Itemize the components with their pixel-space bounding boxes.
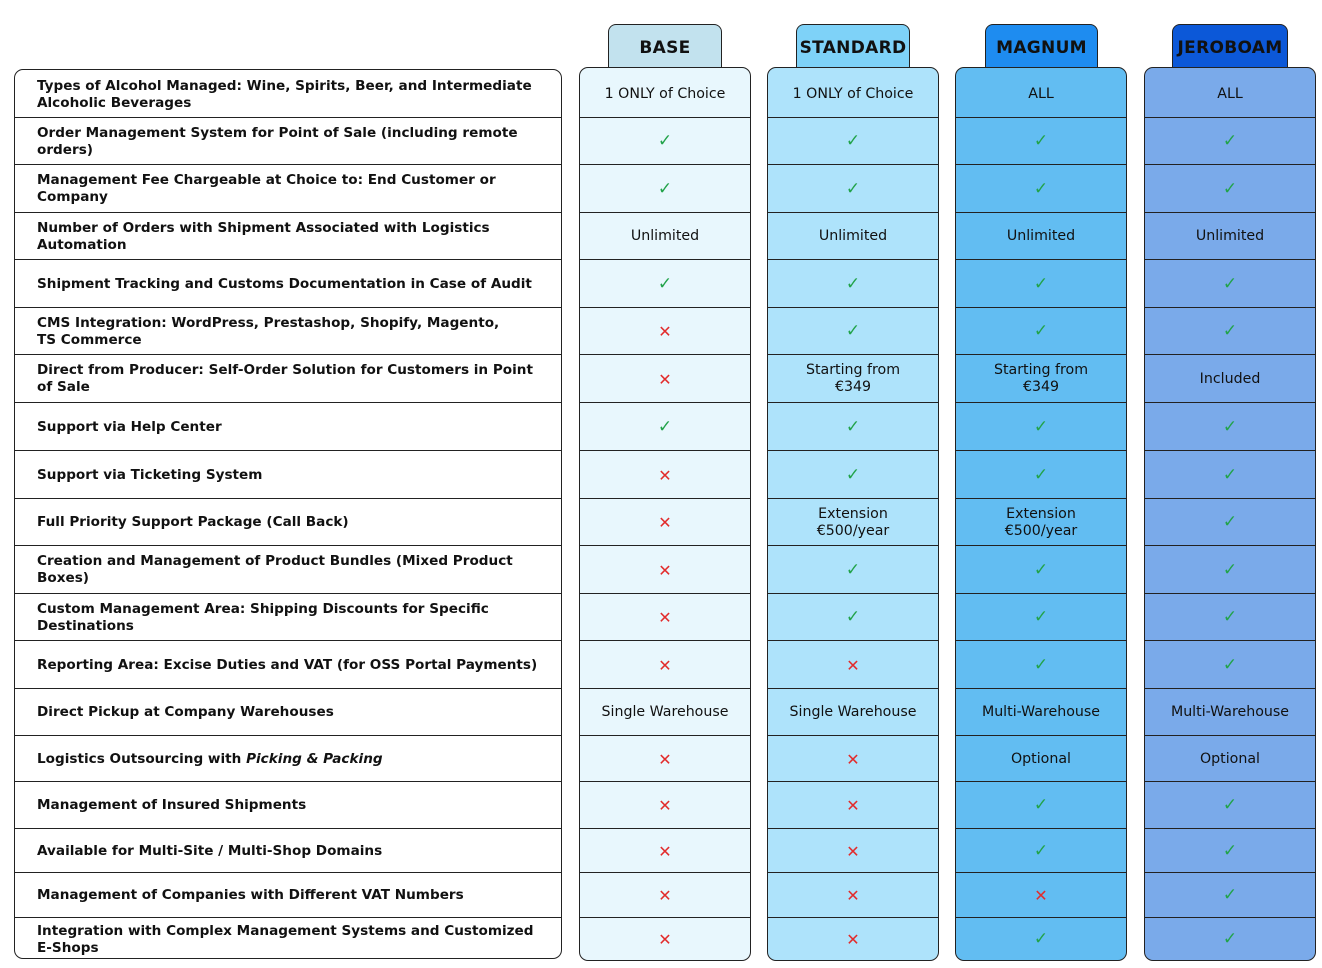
checkmark-icon: ✓ bbox=[845, 464, 861, 485]
feature-label: Custom Management Area: Shipping Discounts for Specific Destinations bbox=[37, 600, 489, 634]
feature-label: Number of Orders with Shipment Associated with Logistics Automation bbox=[37, 219, 490, 253]
cell-value: Multi-Warehouse bbox=[1170, 704, 1290, 720]
checkmark-icon: ✓ bbox=[1222, 559, 1238, 580]
cross-icon: ✕ bbox=[658, 369, 672, 389]
cell-jeroboam-15 bbox=[1145, 782, 1315, 829]
feature-label: Support via Ticketing System bbox=[37, 466, 263, 483]
cell-jeroboam-4 bbox=[1145, 260, 1315, 308]
cross-icon: ✕ bbox=[658, 465, 672, 485]
checkmark-icon: ✓ bbox=[1222, 885, 1238, 905]
feature-label: Integration with Complex Management Systems and Customized E-Shops bbox=[37, 922, 534, 956]
cell-base-14 bbox=[580, 736, 750, 782]
feature-label-italic: Picking & Packing bbox=[246, 750, 383, 767]
cell-magnum-2 bbox=[956, 165, 1126, 213]
cell-base-1 bbox=[580, 118, 750, 165]
checkmark-icon: ✓ bbox=[845, 559, 861, 580]
checkmark-icon: ✓ bbox=[1033, 273, 1049, 294]
plan-column-jeroboam bbox=[1144, 67, 1316, 961]
cell-magnum-7 bbox=[956, 403, 1126, 451]
cell-standard-4 bbox=[768, 260, 938, 308]
cell-base-6 bbox=[580, 355, 750, 403]
checkmark-icon: ✓ bbox=[1222, 131, 1238, 151]
feature-label: Order Management System for Point of Sale (including remote orders) bbox=[37, 124, 518, 158]
cell-standard-8 bbox=[768, 451, 938, 499]
cross-icon: ✕ bbox=[846, 655, 860, 675]
cell-jeroboam-10 bbox=[1145, 546, 1315, 594]
checkmark-icon: ✓ bbox=[1033, 840, 1049, 861]
checkmark-icon: ✓ bbox=[845, 273, 861, 294]
checkmark-icon: ✓ bbox=[845, 607, 861, 627]
checkmark-icon: ✓ bbox=[1033, 464, 1049, 485]
cell-value: ALL bbox=[1217, 86, 1243, 102]
cell-base-18 bbox=[580, 918, 750, 961]
plan-name: JEROBOAM bbox=[1177, 37, 1283, 58]
cell-base-11 bbox=[580, 594, 750, 641]
checkmark-icon: ✓ bbox=[1033, 607, 1049, 627]
cell-base-7 bbox=[580, 403, 750, 451]
cell-base-10 bbox=[580, 546, 750, 594]
cell-jeroboam-7 bbox=[1145, 403, 1315, 451]
cell-base-4 bbox=[580, 260, 750, 308]
cell-standard-5 bbox=[768, 308, 938, 355]
cell-magnum-12 bbox=[956, 641, 1126, 689]
cell-standard-7 bbox=[768, 403, 938, 451]
feature-label: Management of Insured Shipments bbox=[37, 797, 307, 813]
checkmark-icon: ✓ bbox=[845, 131, 861, 151]
cell-magnum-4 bbox=[956, 260, 1126, 308]
cell-jeroboam-2 bbox=[1145, 165, 1315, 213]
cross-icon: ✕ bbox=[846, 796, 860, 815]
cross-icon: ✕ bbox=[846, 841, 860, 861]
cell-value: Multi-Warehouse bbox=[981, 704, 1101, 720]
feature-label: Creation and Management of Product Bundles (Mixed Product Boxes) bbox=[37, 553, 513, 586]
cell-value: Single Warehouse bbox=[789, 704, 917, 720]
cross-icon: ✕ bbox=[846, 749, 860, 769]
cross-icon: ✕ bbox=[658, 560, 672, 580]
cell-value: 1 ONLY of Choice bbox=[604, 86, 726, 102]
cell-jeroboam-9 bbox=[1145, 499, 1315, 546]
cell-value: Unlimited bbox=[1006, 228, 1076, 244]
checkmark-icon: ✓ bbox=[1033, 131, 1049, 151]
feature-label: Full Priority Support Package (Call Back) bbox=[37, 514, 349, 530]
plan-name: BASE bbox=[639, 37, 691, 58]
feature-label: Types of Alcohol Managed: Wine, Spirits, Beer, and Intermediate Alcoholic Beverages bbox=[37, 77, 532, 111]
cell-value: Unlimited bbox=[1195, 228, 1265, 244]
cell-standard-12 bbox=[768, 641, 938, 689]
cell-base-2 bbox=[580, 165, 750, 213]
cross-icon: ✕ bbox=[1034, 886, 1048, 905]
cell-magnum-8 bbox=[956, 451, 1126, 499]
checkmark-icon: ✓ bbox=[1033, 559, 1049, 580]
plan-tab-standard bbox=[796, 24, 910, 70]
cell-standard-14 bbox=[768, 736, 938, 782]
checkmark-icon: ✓ bbox=[1222, 416, 1238, 437]
cross-icon: ✕ bbox=[658, 886, 672, 905]
checkmark-icon: ✓ bbox=[657, 273, 673, 294]
cross-icon: ✕ bbox=[846, 886, 860, 905]
cell-standard-10 bbox=[768, 546, 938, 594]
cell-base-17 bbox=[580, 873, 750, 918]
checkmark-icon: ✓ bbox=[1033, 929, 1049, 949]
plan-column-magnum bbox=[955, 67, 1127, 961]
cell-value: 1 ONLY of Choice bbox=[792, 86, 914, 102]
cell-standard-18 bbox=[768, 918, 938, 961]
feature-label: Management of Companies with Different VAT Numbers bbox=[37, 887, 464, 903]
cell-value: Included bbox=[1199, 370, 1261, 387]
checkmark-icon: ✓ bbox=[1033, 795, 1049, 815]
cell-value: Single Warehouse bbox=[601, 704, 729, 720]
cell-base-5 bbox=[580, 308, 750, 355]
cell-jeroboam-16 bbox=[1145, 829, 1315, 873]
cell-value: Starting from €349 bbox=[993, 362, 1089, 395]
cross-icon: ✕ bbox=[658, 655, 672, 675]
cell-magnum-1 bbox=[956, 118, 1126, 165]
feature-label: Available for Multi-Site / Multi-Shop Domains bbox=[37, 842, 383, 859]
cell-value: Unlimited bbox=[818, 228, 888, 244]
cell-standard-2 bbox=[768, 165, 938, 213]
cell-magnum-11 bbox=[956, 594, 1126, 641]
cross-icon: ✕ bbox=[658, 841, 672, 861]
plan-column-base bbox=[579, 67, 751, 961]
checkmark-icon: ✓ bbox=[1222, 607, 1238, 627]
cell-magnum-17 bbox=[956, 873, 1126, 918]
feature-label: Direct from Producer: Self-Order Solution for Customers in Point of Sale bbox=[37, 362, 533, 395]
cell-jeroboam-12 bbox=[1145, 641, 1315, 689]
feature-label: Management Fee Chargeable at Choice to: End Customer or Company bbox=[37, 172, 496, 205]
feature-label: Support via Help Center bbox=[37, 418, 222, 435]
checkmark-icon: ✓ bbox=[1033, 654, 1049, 675]
cell-value: Unlimited bbox=[630, 228, 700, 244]
checkmark-icon: ✓ bbox=[1033, 178, 1049, 199]
cell-magnum-10 bbox=[956, 546, 1126, 594]
cell-standard-16 bbox=[768, 829, 938, 873]
plan-name: MAGNUM bbox=[996, 37, 1087, 58]
checkmark-icon: ✓ bbox=[1222, 178, 1238, 199]
plan-column-standard bbox=[767, 67, 939, 961]
checkmark-icon: ✓ bbox=[657, 131, 673, 151]
cell-magnum-16 bbox=[956, 829, 1126, 873]
cell-jeroboam-5 bbox=[1145, 308, 1315, 355]
cell-jeroboam-18 bbox=[1145, 918, 1315, 961]
cell-jeroboam-1 bbox=[1145, 118, 1315, 165]
checkmark-icon: ✓ bbox=[845, 416, 861, 437]
cell-base-12 bbox=[580, 641, 750, 689]
cross-icon: ✕ bbox=[658, 322, 672, 341]
plan-name: STANDARD bbox=[799, 37, 907, 58]
feature-label: Direct Pickup at Company Warehouses bbox=[37, 704, 334, 720]
checkmark-icon: ✓ bbox=[1033, 416, 1049, 437]
cell-magnum-5 bbox=[956, 308, 1126, 355]
plan-tab-jeroboam bbox=[1172, 24, 1288, 70]
cross-icon: ✕ bbox=[658, 608, 672, 627]
checkmark-icon: ✓ bbox=[1222, 795, 1238, 815]
feature-label: Shipment Tracking and Customs Documentation in Case of Audit bbox=[37, 275, 532, 292]
plan-tab-base bbox=[608, 24, 722, 70]
feature-label: Logistics Outsourcing with Picking & Packing bbox=[37, 750, 383, 767]
cross-icon: ✕ bbox=[658, 796, 672, 815]
cell-value: Optional bbox=[1200, 750, 1260, 767]
cell-value: Extension €500/year bbox=[816, 505, 890, 539]
checkmark-icon: ✓ bbox=[1222, 321, 1238, 341]
checkmark-icon: ✓ bbox=[1222, 273, 1238, 294]
cross-icon: ✕ bbox=[658, 513, 672, 532]
checkmark-icon: ✓ bbox=[1222, 464, 1238, 485]
cell-base-15 bbox=[580, 782, 750, 829]
cross-icon: ✕ bbox=[846, 930, 860, 949]
checkmark-icon: ✓ bbox=[657, 416, 673, 437]
feature-column bbox=[14, 69, 562, 959]
checkmark-icon: ✓ bbox=[845, 178, 861, 199]
checkmark-icon: ✓ bbox=[1222, 929, 1238, 949]
cell-base-16 bbox=[580, 829, 750, 873]
cell-value: ALL bbox=[1028, 86, 1054, 102]
cell-jeroboam-8 bbox=[1145, 451, 1315, 499]
checkmark-icon: ✓ bbox=[1222, 654, 1238, 675]
cell-value: Optional bbox=[1011, 750, 1071, 767]
cell-value: Extension €500/year bbox=[1004, 505, 1078, 539]
checkmark-icon: ✓ bbox=[657, 178, 673, 199]
cell-magnum-18 bbox=[956, 918, 1126, 961]
cell-base-8 bbox=[580, 451, 750, 499]
cross-icon: ✕ bbox=[658, 749, 672, 769]
cell-magnum-15 bbox=[956, 782, 1126, 829]
feature-label: CMS Integration: WordPress, Prestashop, Shopify, Magento, TS Commerce bbox=[37, 314, 500, 348]
cell-standard-11 bbox=[768, 594, 938, 641]
cell-jeroboam-17 bbox=[1145, 873, 1315, 918]
cell-standard-17 bbox=[768, 873, 938, 918]
cell-standard-1 bbox=[768, 118, 938, 165]
cell-standard-15 bbox=[768, 782, 938, 829]
checkmark-icon: ✓ bbox=[1033, 321, 1049, 341]
cell-base-9 bbox=[580, 499, 750, 546]
cross-icon: ✕ bbox=[658, 930, 672, 949]
checkmark-icon: ✓ bbox=[1222, 512, 1238, 532]
cell-value: Starting from €349 bbox=[805, 362, 901, 395]
checkmark-icon: ✓ bbox=[845, 321, 861, 341]
plan-tab-magnum bbox=[985, 24, 1098, 70]
cell-jeroboam-11 bbox=[1145, 594, 1315, 641]
feature-label: Reporting Area: Excise Duties and VAT (for OSS Portal Payments) bbox=[37, 656, 538, 673]
checkmark-icon: ✓ bbox=[1222, 840, 1238, 861]
